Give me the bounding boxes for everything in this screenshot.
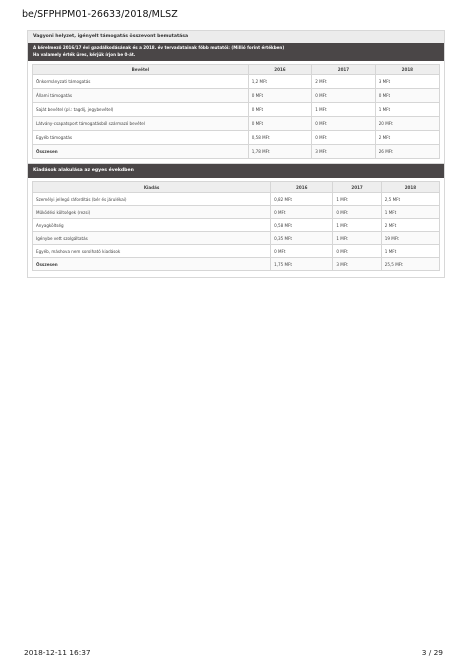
expenses-table — [32, 181, 440, 271]
cell-value: 1 MFt — [381, 245, 439, 258]
expenses-table-wrapper — [28, 178, 444, 277]
total-value: 3 MFt — [312, 145, 375, 159]
cell-value: 0 MFt — [248, 103, 311, 117]
notice-line-2: Ha valamely érték üres, kérjük írjon be 0-át. — [33, 51, 136, 57]
table-row — [33, 103, 440, 117]
income-notice — [28, 43, 444, 61]
income-table — [32, 64, 440, 159]
income-table-wrapper — [28, 61, 444, 165]
column-header: Kiadás — [33, 182, 271, 193]
row-label: Önkormányzati támogatás — [33, 75, 249, 89]
cell-value: 1 MFt — [333, 219, 381, 232]
row-label: Anyagköltség — [33, 219, 271, 232]
table-row — [33, 219, 440, 232]
cell-value: 0 MFt — [333, 206, 381, 219]
cell-value: 0 MFt — [312, 131, 375, 145]
document-id: be/SFPHPM01-26633/2018/MLSZ — [22, 9, 178, 20]
cell-value: 0 MFt — [312, 117, 375, 131]
table-row — [33, 232, 440, 245]
expenses-section — [27, 163, 445, 278]
row-label: Egyéb támogatás — [33, 131, 249, 145]
table-row — [33, 131, 440, 145]
cell-value: 1 MFt — [381, 206, 439, 219]
total-row — [33, 145, 440, 159]
column-header: 2017 — [333, 182, 381, 193]
table-row — [33, 245, 440, 258]
cell-value: 0 MFt — [271, 245, 333, 258]
cell-value: 1 MFt — [333, 232, 381, 245]
column-header: Bevétel — [33, 65, 249, 75]
total-value: 26 MFt — [375, 145, 439, 159]
cell-value: 20 MFt — [375, 117, 439, 131]
column-header: 2016 — [248, 65, 311, 75]
expenses-table-header — [33, 182, 440, 193]
table-row — [33, 206, 440, 219]
row-label: Állami támogatás — [33, 89, 249, 103]
income-table-header — [33, 65, 440, 75]
footer-timestamp: 2018-12-11 16:37 — [24, 648, 91, 657]
column-header: 2017 — [312, 65, 375, 75]
cell-value: 0 MFt — [312, 89, 375, 103]
total-label: Összesen — [33, 145, 249, 159]
row-label: Személyi jellegű ráfordítás (bér és járulékai) — [33, 193, 271, 206]
page-number: 3 / 29 — [421, 648, 443, 657]
row-label: Saját bevétel (pl.: tagdíj, jegybevétel) — [33, 103, 249, 117]
cell-value: 0,82 MFt — [271, 193, 333, 206]
notice-line-1: A kérelmező 2016/17 évi gazdálkodásának és a 2018. év tervadatainak főbb mutatói: (Millió forint értékben) — [33, 45, 285, 50]
cell-value: 2 MFt — [381, 219, 439, 232]
total-label: Összesen — [33, 258, 271, 271]
cell-value: 1 MFt — [333, 193, 381, 206]
cell-value: 2 MFt — [312, 75, 375, 89]
cell-value: 2,5 MFt — [381, 193, 439, 206]
cell-value: 0 MFt — [271, 206, 333, 219]
column-header: 2018 — [375, 65, 439, 75]
row-label: Látvány-csapatsport támogatásból származó bevétel — [33, 117, 249, 131]
table-row — [33, 193, 440, 206]
row-label: Egyéb, máshova nem sorolható kiadások — [33, 245, 271, 258]
total-row — [33, 258, 440, 271]
cell-value: 2 MFt — [375, 131, 439, 145]
cell-value: 0,58 MFt — [248, 131, 311, 145]
section-title: Kiadások alakulása az egyes évekdben — [28, 164, 444, 178]
section-title: Vagyoni helyzet, igényelt támogatás összevont bemutatása — [28, 31, 444, 43]
table-row — [33, 75, 440, 89]
cell-value: 1 MFt — [312, 103, 375, 117]
row-label: Működési költségek (rezsi) — [33, 206, 271, 219]
cell-value: 1,2 MFt — [248, 75, 311, 89]
table-row — [33, 89, 440, 103]
total-value: 1,75 MFt — [271, 258, 333, 271]
cell-value: 0 MFt — [248, 89, 311, 103]
table-row — [33, 117, 440, 131]
cell-value: 0 MFt — [375, 89, 439, 103]
assets-support-section — [27, 30, 445, 166]
total-value: 3 MFt — [333, 258, 381, 271]
cell-value: 19 MFt — [381, 232, 439, 245]
total-value: 1,78 MFt — [248, 145, 311, 159]
row-label: Igénybe vett szolgáltatás — [33, 232, 271, 245]
cell-value: 3 MFt — [375, 75, 439, 89]
column-header: 2018 — [381, 182, 439, 193]
cell-value: 0 MFt — [248, 117, 311, 131]
cell-value: 0 MFt — [333, 245, 381, 258]
total-value: 25,5 MFt — [381, 258, 439, 271]
cell-value: 1 MFt — [375, 103, 439, 117]
cell-value: 0,35 MFt — [271, 232, 333, 245]
column-header: 2016 — [271, 182, 333, 193]
cell-value: 0,58 MFt — [271, 219, 333, 232]
